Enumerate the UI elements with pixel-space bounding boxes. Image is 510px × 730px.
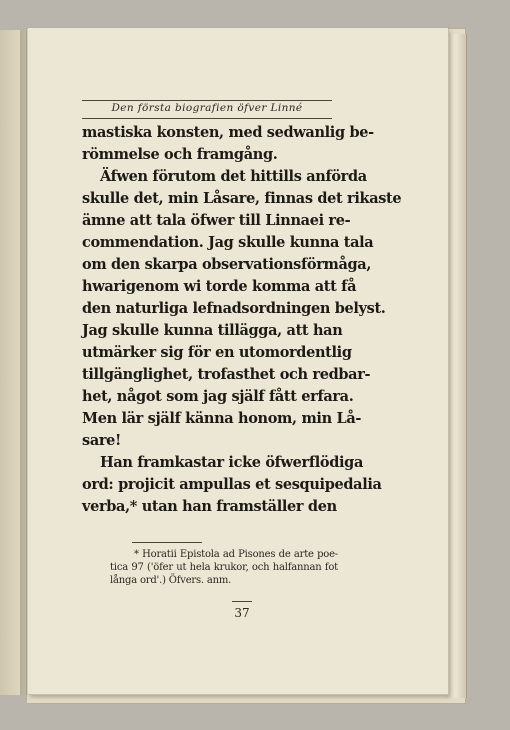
- text-line: hwarigenom wi torde komma att få: [82, 278, 357, 295]
- text-line: verba,* utan han framställer den: [82, 498, 337, 515]
- book-edge: [446, 34, 467, 698]
- text-line: den naturliga lefnadsordningen belyst.: [82, 300, 386, 317]
- page-number-rule: [232, 601, 252, 602]
- text-line: sare!: [82, 432, 122, 449]
- footnote-line: * Horatii Epistola ad Pisones de arte poe-: [134, 549, 338, 560]
- text-line: Jag skulle kunna tillägga, att han: [82, 322, 343, 339]
- running-head: Den första biografien öfver Linné: [111, 102, 303, 114]
- text-line: commendation. Jag skulle kunna tala: [82, 234, 374, 251]
- text-line: Men lär själf känna honom, min Lå-: [82, 410, 362, 427]
- header-rule-bottom: [82, 118, 332, 119]
- footnote-line: tica 97 ('öfer ut hela krukor, och halfannan fot: [110, 562, 338, 573]
- book-page: [28, 28, 448, 694]
- footnote-rule: [132, 542, 202, 543]
- text-line: ämne att tala öfwer till Linnaei re-: [82, 212, 351, 229]
- footnote: [110, 548, 338, 587]
- text-line: het, något som jag själf fått erfara.: [82, 388, 354, 405]
- page-number: 37: [234, 606, 250, 620]
- text-line: skulle det, min Låsare, finnas det rikaste: [82, 190, 402, 207]
- text-line: om den skarpa observationsförmåga,: [82, 256, 372, 273]
- footnote-line: långa ord'.) Öfvers. anm.: [110, 575, 232, 586]
- text-line: ord: projicit ampullas et sesquipedalia: [82, 476, 382, 493]
- text-line: utmärker sig för en utomordentlig: [82, 344, 352, 361]
- header-rule-top: [82, 100, 332, 101]
- body-text: [82, 122, 402, 518]
- text-line: römmelse och framgång.: [82, 146, 278, 163]
- text-line: mastiska konsten, med sedwanlig be-: [82, 124, 374, 141]
- text-line: Han framkastar icke öfwerflödiga: [100, 454, 363, 471]
- text-line: Äfwen förutom det hittills anförda: [100, 168, 367, 185]
- text-line: tillgänglighet, trofasthet och redbar-: [82, 366, 371, 383]
